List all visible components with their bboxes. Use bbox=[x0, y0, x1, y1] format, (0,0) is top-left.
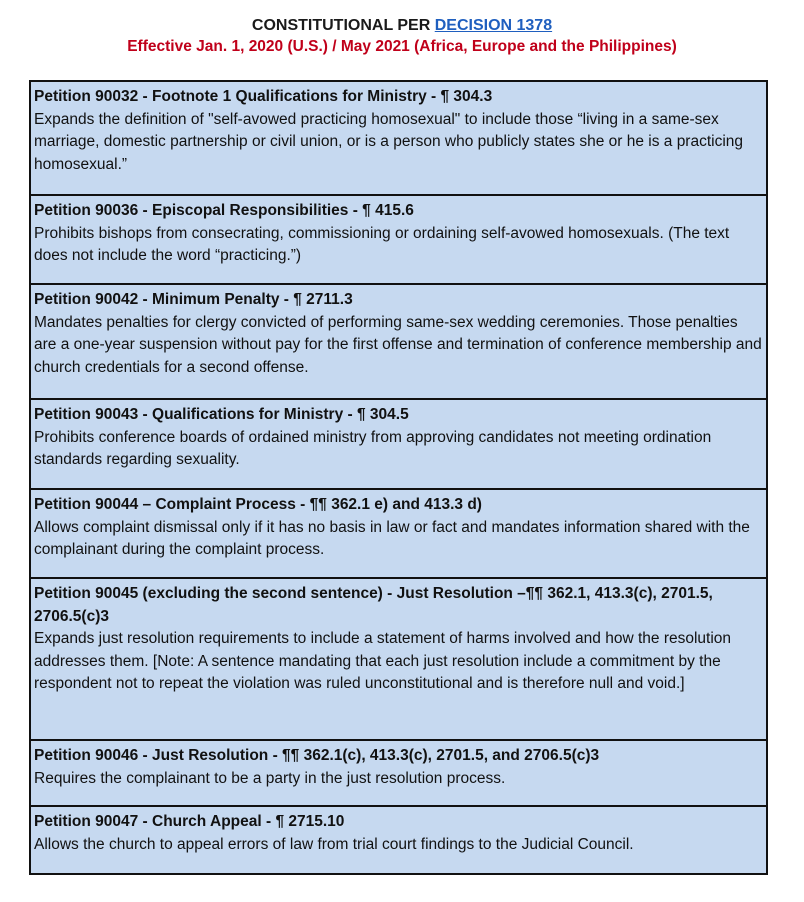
petition-description: Mandates penalties for clergy convicted of performing same-sex wedding ceremonies. Those penalties are a one-year suspension without pay for the first offense and termination of conference membership and church credentials for a second offense. bbox=[34, 313, 762, 376]
petition-description: Expands the definition of "self-avowed practicing homosexual" to include those “living in a same-sex marriage, domestic partnership or civil union, or is a person who publicly states she or he is a practicing homosexual.” bbox=[34, 110, 744, 173]
decision-link[interactable]: DECISION 1378 bbox=[434, 17, 553, 34]
petition-title: Petition 90046 - Just Resolution - ¶¶ 362.1(c), 413.3(c), 2701.5, and 2706.5(c)3 bbox=[34, 747, 600, 764]
petition-title: Petition 90043 - Qualifications for Ministry - ¶ 304.5 bbox=[34, 406, 409, 423]
petition-row bbox=[31, 741, 766, 807]
petition-row bbox=[31, 579, 766, 741]
petition-description: Prohibits bishops from consecrating, commissioning or ordaining self-avowed homosexuals. (The text does not include the word “practicing.”) bbox=[34, 224, 730, 264]
petition-title: Petition 90032 - Footnote 1 Qualifications for Ministry - ¶ 304.3 bbox=[34, 88, 493, 105]
petition-description: Allows complaint dismissal only if it has no basis in law or fact and mandates information shared with the complainant during the complaint process. bbox=[34, 518, 750, 558]
petition-row bbox=[31, 285, 766, 400]
petition-title: Petition 90047 - Church Appeal - ¶ 2715.10 bbox=[34, 813, 345, 830]
petition-row bbox=[31, 490, 766, 579]
petition-title: Petition 90042 - Minimum Penalty - ¶ 2711.3 bbox=[34, 291, 353, 308]
petition-description: Prohibits conference boards of ordained ministry from approving candidates not meeting ordination standards regarding sexuality. bbox=[34, 428, 712, 468]
petition-row bbox=[31, 82, 766, 196]
petition-description: Expands just resolution requirements to include a statement of harms involved and how the resolution addresses them. [Note: A sentence mandating that each just resolution include a commitment by the respondent not to repeat the violation was ruled unconstitutional and is therefore null and void.] bbox=[34, 630, 732, 692]
petition-row bbox=[31, 196, 766, 285]
page-title bbox=[0, 15, 804, 37]
petition-description: Allows the church to appeal errors of law from trial court findings to the Judicial Council. bbox=[34, 835, 634, 853]
petitions-table bbox=[29, 80, 768, 875]
petition-row bbox=[31, 807, 766, 873]
petition-description: Requires the complainant to be a party in the just resolution process. bbox=[34, 769, 506, 787]
petition-title: Petition 90045 (excluding the second sentence) - Just Resolution –¶¶ 362.1, 413.3(c), 2701.5, 2706.5(c)3 bbox=[34, 585, 713, 625]
petition-row bbox=[31, 400, 766, 490]
title-prefix: CONSTITUTIONAL PER bbox=[251, 17, 435, 34]
page-header bbox=[0, 0, 804, 57]
petition-title: Petition 90036 - Episcopal Responsibilities - ¶ 415.6 bbox=[34, 202, 414, 219]
petition-title: Petition 90044 – Complaint Process - ¶¶ 362.1 e) and 413.3 d) bbox=[34, 496, 482, 513]
effective-date-subtitle: Effective Jan. 1, 2020 (U.S.) / May 2021 (Africa, Europe and the Philippines) bbox=[127, 38, 677, 55]
